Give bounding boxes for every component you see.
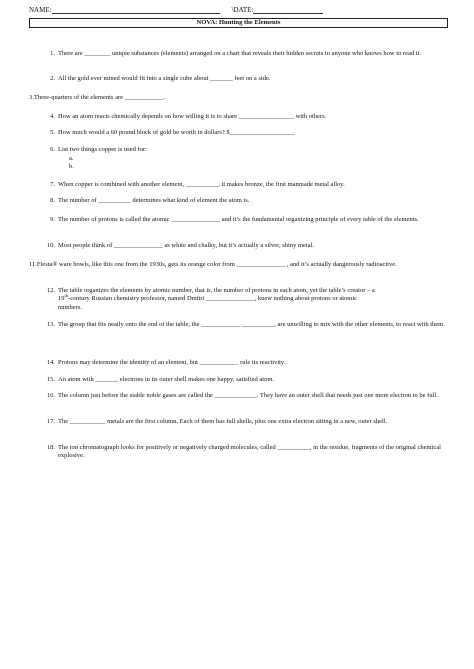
question-14	[29, 359, 449, 367]
question-number: 13.	[46, 321, 55, 328]
question-4	[29, 113, 449, 121]
question-text: 3.Three-quarters of the elements are ____________.	[29, 94, 166, 101]
question-13	[29, 321, 449, 329]
worksheet-title: NOVA: Hunting the Elements	[29, 18, 448, 28]
question-text-line1: The table organizes the elements by atomic number, that is, the number of protons in each atom, yet the table’s creator – a	[58, 287, 375, 294]
question-number: 12.	[46, 287, 55, 294]
ordinal-number: 19	[58, 295, 65, 303]
name-label: NAME:	[29, 6, 52, 14]
name-blank[interactable]	[52, 7, 220, 14]
question-16	[29, 392, 449, 400]
question-text-line3: numbers.	[58, 303, 83, 311]
ordinal-suffix: th	[64, 293, 69, 299]
question-6	[29, 146, 449, 154]
question-text: 11.Fiesta® ware bowls, like this one from the 1930s, gets its orange color from _______________ , and it’s actually dangerously radioactive.	[29, 261, 397, 268]
question-text: How an atom reacts chemically depends on how willing it is to share _________________ with others.	[58, 113, 327, 120]
question-18	[29, 444, 449, 461]
question-text: The number of protons is called the atomic _______________ and it’s the fundamental organizing principle of every table of the elements.	[58, 216, 419, 223]
question-text: There are ________ unique substances (elements) arranged on a chart that reveals their hidden secrets to anyone who knows how to read it.	[58, 50, 421, 57]
question-number: 18.	[46, 444, 55, 451]
question-number: 1.	[50, 50, 55, 57]
question-text: The number of __________ determines what kind of element the atom is.	[58, 197, 250, 204]
question-8	[29, 197, 449, 205]
question-11	[29, 261, 449, 269]
question-1	[29, 50, 449, 58]
question-number: 9.	[50, 216, 55, 223]
question-text: All the gold ever mined would fit into a single cube about _______ feet on a side.	[58, 75, 271, 82]
question-15	[29, 376, 449, 384]
question-text: The ___________ metals are the first column. Each of them has full shells, plus one extra electron sitting in a new, outer shell.	[58, 418, 388, 425]
q6-item-b: b.	[69, 163, 74, 170]
question-number: 10.	[46, 242, 55, 249]
question-text: An atom with _______ electrons in its outer shell makes one happy, satisfied atom.	[58, 376, 275, 383]
question-number: 4.	[50, 113, 55, 120]
question-9	[29, 216, 449, 224]
question-text: When copper is combined with another element, __________, it makes bronze, the first manmade metal alloy.	[58, 181, 345, 188]
question-number: 5.	[50, 129, 55, 136]
question-12	[29, 287, 449, 312]
question-text: How much would a 60 pound block of gold be worth in dollars? $____________________	[58, 129, 295, 136]
question-number: 14.	[46, 359, 55, 366]
question-text-line2: -century Russian chemistry professor, named Dmitri _______________, knew nothing about protons or atomic	[68, 295, 358, 303]
date-label: \DATE:	[231, 6, 254, 14]
question-number: 16.	[46, 392, 55, 399]
question-number: 2.	[50, 75, 55, 82]
question-number: 7.	[50, 181, 55, 188]
question-text: List two things copper is used for:	[58, 146, 147, 153]
question-5	[29, 129, 449, 137]
question-17	[29, 418, 449, 426]
question-7	[29, 181, 449, 189]
question-2	[29, 75, 449, 83]
question-number: 17.	[46, 418, 55, 425]
question-number: 6.	[50, 146, 55, 153]
header-line	[29, 6, 449, 14]
question-text: Protons may determine the identity of an element, but ____________ rule its reactivity.	[58, 359, 286, 366]
question-text	[58, 287, 449, 312]
question-text: Most people think of _______________ as white and chalky, but it’s actually a silver, shiny metal.	[58, 242, 315, 249]
question-text: The group that fits neatly onto the end of the table, the ____________ __________, are unwilling to mix with the other elements, to react with them.	[58, 321, 445, 328]
question-text: The column just before the stable noble gases are called the _____________. They have an outer shell that needs just one more electron to be full.	[58, 392, 438, 399]
question-text: The ion chromatograph looks for positively or negatively charged molecules, called __________, in the residue, fragments of the original chemical explosive.	[58, 444, 441, 460]
q6-item-a: a.	[69, 155, 74, 162]
question-3	[29, 94, 449, 102]
question-number: 15.	[46, 376, 55, 383]
date-blank[interactable]	[253, 7, 323, 14]
question-number: 8.	[50, 197, 55, 204]
question-10	[29, 242, 449, 250]
